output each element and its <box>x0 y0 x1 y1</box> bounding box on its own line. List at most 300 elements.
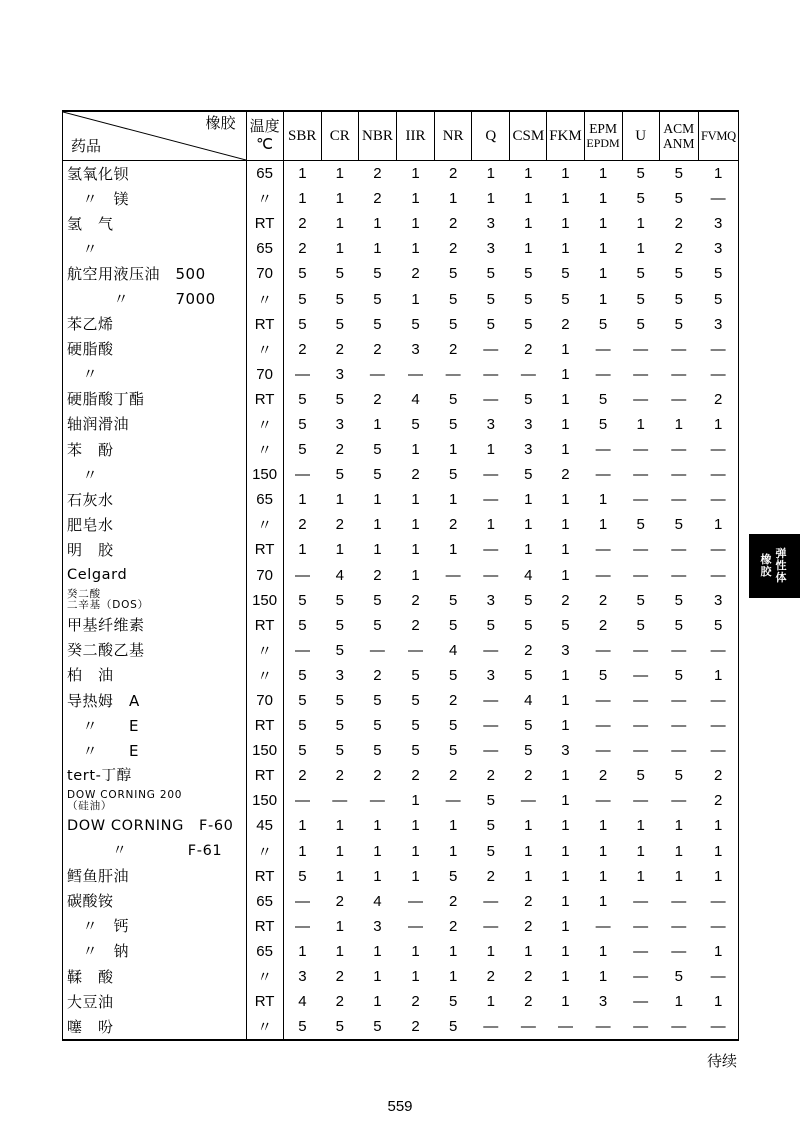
rating-cell: 1 <box>298 165 307 183</box>
rating-cell: 5 <box>486 817 495 835</box>
rating-cell: 2 <box>335 968 344 986</box>
rating-cell: 2 <box>561 466 570 484</box>
rating-cell: — <box>483 466 499 484</box>
temperature-cell: RT <box>246 211 283 236</box>
rubber-header-label: 橡胶 <box>205 116 236 132</box>
rating-cell: — <box>671 917 687 935</box>
rating-cell: 5 <box>298 290 307 308</box>
rating-cell: 5 <box>298 591 307 609</box>
temperature-header <box>246 111 283 161</box>
rating-cell: 1 <box>373 817 382 835</box>
rating-cell: — <box>710 641 726 659</box>
rating-cell: 2 <box>448 917 458 935</box>
rating-cell: 1 <box>373 942 382 960</box>
rating-cell: 1 <box>411 240 420 258</box>
rating-cell: 3 <box>561 742 570 760</box>
rating-cell: 1 <box>524 240 533 258</box>
rating-cell: — <box>633 441 649 459</box>
rating-cell: — <box>483 892 499 910</box>
rating-cell: 3 <box>714 591 723 609</box>
rating-cell: 5 <box>335 692 344 710</box>
rating-cell: 1 <box>335 842 344 860</box>
rating-cell: 2 <box>411 616 420 634</box>
rating-cell: 1 <box>714 415 723 433</box>
table-row <box>63 864 739 889</box>
rating-cell: 4 <box>411 390 420 408</box>
rating-cell: 1 <box>598 165 608 183</box>
rating-cell: 5 <box>486 616 495 634</box>
table-row <box>63 688 739 713</box>
rating-cell: — <box>294 641 310 659</box>
rating-cell: — <box>408 641 424 659</box>
rating-cell: 5 <box>373 616 382 634</box>
chemical-name-cell: 〃 E <box>67 741 139 760</box>
chemical-name-cell: 〃 7000 <box>67 290 216 309</box>
rating-cell: 5 <box>373 692 382 710</box>
rating-cell: — <box>595 365 611 383</box>
rating-cell: — <box>671 365 687 383</box>
rating-cell: 1 <box>486 441 495 459</box>
rating-cell: 5 <box>298 616 307 634</box>
rating-cell: — <box>671 942 687 960</box>
table-row <box>63 989 739 1014</box>
rating-cell: 1 <box>335 817 344 835</box>
rating-cell: 3 <box>598 993 608 1011</box>
temperature-cell: 150 <box>246 588 283 613</box>
rating-cell: — <box>633 641 649 659</box>
rating-cell: 1 <box>636 867 645 885</box>
col-header-iir: IIR <box>396 111 434 161</box>
rating-cell: 2 <box>335 892 344 910</box>
rating-cell: 1 <box>524 541 533 559</box>
rating-cell: 2 <box>674 215 683 233</box>
rating-cell: 1 <box>411 968 420 986</box>
chemical-name-cell: tert-丁醇 <box>67 767 132 784</box>
rating-cell: 1 <box>561 717 570 735</box>
rating-cell: 1 <box>561 541 570 559</box>
rating-cell: 1 <box>636 817 645 835</box>
rating-cell: 1 <box>561 842 570 860</box>
rating-cell: 1 <box>335 541 344 559</box>
rating-cell: 5 <box>335 742 344 760</box>
rating-cell: 1 <box>714 942 723 960</box>
rating-cell: 2 <box>335 516 344 534</box>
chemical-name-cell: 癸二酸乙基 <box>67 641 145 660</box>
table-row <box>63 261 739 286</box>
rating-cell: 1 <box>411 441 420 459</box>
rating-cell: 5 <box>636 290 645 308</box>
rating-cell: — <box>710 742 726 760</box>
rating-cell: 5 <box>335 591 344 609</box>
chemical-name-cell: 轴润滑油 <box>67 415 130 434</box>
rating-cell: 5 <box>448 415 458 433</box>
rating-cell: — <box>483 566 499 584</box>
table-row <box>63 186 739 211</box>
rating-cell: 1 <box>448 942 458 960</box>
temperature-unit: ℃ <box>256 137 274 153</box>
rating-cell: 1 <box>561 968 570 986</box>
rating-cell: 2 <box>448 516 458 534</box>
section-side-tab <box>749 534 800 598</box>
rating-cell: — <box>369 365 385 383</box>
rating-cell: — <box>633 566 649 584</box>
rating-cell: 2 <box>561 315 570 333</box>
temperature-cell: RT <box>246 537 283 562</box>
rating-cell: — <box>633 1018 649 1036</box>
temperature-cell: RT <box>246 914 283 939</box>
rating-cell: 2 <box>524 340 533 358</box>
temperature-cell: 70 <box>246 362 283 387</box>
rating-cell: 5 <box>524 742 533 760</box>
table-row <box>63 813 739 838</box>
rating-cell: 1 <box>561 792 570 810</box>
rating-cell: 1 <box>373 240 382 258</box>
rating-cell: — <box>483 692 499 710</box>
rating-cell: 3 <box>524 441 533 459</box>
rating-cell: 1 <box>486 190 495 208</box>
rating-cell: 2 <box>524 892 533 910</box>
rating-cell: — <box>483 491 499 509</box>
table-row <box>63 964 739 989</box>
chemical-name-cell: 噻 吩 <box>67 1017 114 1036</box>
rating-cell: 1 <box>561 441 570 459</box>
rating-cell: — <box>671 541 687 559</box>
rating-cell: — <box>710 917 726 935</box>
table-row <box>63 613 739 638</box>
rating-cell: 5 <box>411 692 420 710</box>
rating-cell: 1 <box>598 516 608 534</box>
temperature-cell: RT <box>246 613 283 638</box>
rating-cell: 5 <box>335 265 344 283</box>
rating-cell: — <box>710 340 726 358</box>
rating-cell: 2 <box>335 993 344 1011</box>
chemical-name-line2: 二辛基（DOS） <box>67 599 149 612</box>
rating-cell: 3 <box>335 666 344 684</box>
rating-cell: — <box>710 365 726 383</box>
col-header-u: U <box>622 111 659 161</box>
rating-cell: — <box>408 917 424 935</box>
rating-cell: 1 <box>411 541 420 559</box>
rating-cell: — <box>595 917 611 935</box>
rating-cell: 1 <box>524 942 533 960</box>
rating-cell: 2 <box>411 1018 420 1036</box>
rating-cell: 2 <box>598 616 608 634</box>
chemical-name-cell: 氢 气 <box>67 214 114 233</box>
rating-cell: — <box>595 340 611 358</box>
col-header-acm-anm <box>659 111 698 161</box>
table-row <box>63 537 739 562</box>
rating-cell: — <box>710 466 726 484</box>
rating-cell: 5 <box>448 290 458 308</box>
rating-cell: 5 <box>486 315 495 333</box>
rating-cell: 1 <box>448 491 458 509</box>
chemical-name-cell: 〃 F-61 <box>67 843 223 860</box>
rating-cell: 5 <box>598 415 608 433</box>
rating-cell: 2 <box>486 867 495 885</box>
rating-cell: 1 <box>335 165 344 183</box>
rating-cell: — <box>633 892 649 910</box>
rating-cell: 1 <box>561 415 570 433</box>
chemical-name-cell: 氢氧化钡 <box>67 164 130 183</box>
rating-cell: 1 <box>373 993 382 1011</box>
rating-cell: 1 <box>298 541 307 559</box>
rating-cell: — <box>710 692 726 710</box>
rating-cell: 2 <box>411 767 420 785</box>
chemical-name-cell <box>63 788 247 813</box>
rating-cell: — <box>710 541 726 559</box>
rating-cell: 5 <box>298 717 307 735</box>
rating-cell: — <box>710 566 726 584</box>
rating-cell: 1 <box>373 415 382 433</box>
rating-cell: 1 <box>714 165 723 183</box>
rating-cell: 5 <box>411 666 420 684</box>
rating-cell: — <box>633 466 649 484</box>
rating-cell: 5 <box>598 666 608 684</box>
rating-cell: 2 <box>411 591 420 609</box>
rating-cell: 1 <box>448 968 458 986</box>
rating-cell: 1 <box>298 817 307 835</box>
table-row <box>63 738 739 763</box>
table-row <box>63 563 739 588</box>
rating-cell: 2 <box>448 340 458 358</box>
rating-cell: 2 <box>598 767 608 785</box>
rating-cell: 5 <box>674 666 683 684</box>
rating-cell: 1 <box>674 842 683 860</box>
chemical-name-cell: 碳酸铵 <box>67 892 114 911</box>
table-row <box>63 211 739 236</box>
rating-cell: 1 <box>411 792 420 810</box>
rating-cell: 5 <box>524 717 533 735</box>
rating-cell: 2 <box>373 767 382 785</box>
rating-cell: 1 <box>561 165 570 183</box>
rating-cell: 5 <box>674 265 683 283</box>
rating-cell: 5 <box>298 265 307 283</box>
rating-cell: — <box>483 641 499 659</box>
rating-cell: 2 <box>411 993 420 1011</box>
rating-cell: 1 <box>411 817 420 835</box>
rating-cell: 1 <box>598 842 608 860</box>
rating-cell: 1 <box>411 215 420 233</box>
rating-cell: — <box>483 390 499 408</box>
rating-cell: 5 <box>448 265 458 283</box>
rating-cell: 5 <box>411 742 420 760</box>
rating-cell: — <box>557 1018 573 1036</box>
rating-cell: 1 <box>524 842 533 860</box>
rating-cell: 2 <box>335 441 344 459</box>
rating-cell: 1 <box>486 516 495 534</box>
table-row <box>63 161 739 187</box>
rating-cell: 1 <box>636 842 645 860</box>
rating-cell: 5 <box>561 616 570 634</box>
rating-cell: 2 <box>486 767 495 785</box>
rating-cell: 5 <box>598 390 608 408</box>
table-row <box>63 462 739 487</box>
rating-cell: 2 <box>524 641 533 659</box>
temperature-cell: 65 <box>246 889 283 914</box>
rating-cell: 5 <box>674 290 683 308</box>
rating-cell: — <box>595 1018 611 1036</box>
rating-cell: 1 <box>524 491 533 509</box>
rating-cell: 5 <box>448 616 458 634</box>
chemical-name-cell: DOW CORNING F-60 <box>67 817 234 834</box>
temperature-cell: 〃 <box>246 964 283 989</box>
rating-cell: 1 <box>561 993 570 1011</box>
table-row <box>63 286 739 311</box>
rating-cell: 5 <box>373 1018 382 1036</box>
temperature-cell: 〃 <box>246 286 283 311</box>
rating-cell: 1 <box>373 968 382 986</box>
rating-cell: 5 <box>298 390 307 408</box>
rating-cell: — <box>595 541 611 559</box>
rating-cell: 2 <box>714 767 723 785</box>
rating-cell: 1 <box>411 516 420 534</box>
rating-cell: 5 <box>411 415 420 433</box>
chemical-name-cell: 〃 <box>67 239 99 258</box>
rating-cell: 1 <box>561 817 570 835</box>
rating-cell: 3 <box>714 315 723 333</box>
rating-cell: 2 <box>335 767 344 785</box>
rating-cell: 2 <box>298 767 307 785</box>
rating-cell: 1 <box>411 566 420 584</box>
rating-cell: — <box>710 190 726 208</box>
rating-cell: 1 <box>411 165 420 183</box>
rating-cell: — <box>633 993 649 1011</box>
rating-cell: 2 <box>524 968 533 986</box>
rating-cell: — <box>520 365 536 383</box>
col-header-cr: CR <box>321 111 358 161</box>
rating-cell: 5 <box>373 591 382 609</box>
rating-cell: 2 <box>524 917 533 935</box>
col-header-fkm: FKM <box>547 111 584 161</box>
rating-cell: 1 <box>561 692 570 710</box>
temperature-cell: 65 <box>246 487 283 512</box>
rating-cell: 4 <box>524 692 533 710</box>
rating-cell: — <box>294 466 310 484</box>
chemical-name-cell: 〃 镁 <box>67 189 130 208</box>
rating-cell: 2 <box>373 165 382 183</box>
rating-cell: 1 <box>335 491 344 509</box>
rating-cell: 5 <box>674 165 683 183</box>
rating-cell: 1 <box>411 491 420 509</box>
rating-cell: 5 <box>674 616 683 634</box>
rating-cell: 2 <box>335 340 344 358</box>
table-row <box>63 839 739 864</box>
rating-cell: 5 <box>373 441 382 459</box>
rating-cell: — <box>710 491 726 509</box>
chemical-name-cell: 〃 <box>67 365 99 384</box>
table-row <box>63 763 739 788</box>
rating-cell: 5 <box>524 466 533 484</box>
rating-cell: 1 <box>561 215 570 233</box>
rating-cell: — <box>671 742 687 760</box>
resistance-table-container <box>62 110 739 1041</box>
rating-cell: — <box>483 541 499 559</box>
rating-cell: — <box>483 1018 499 1036</box>
rating-cell: 2 <box>524 993 533 1011</box>
rating-cell: 5 <box>598 315 608 333</box>
rating-cell: 1 <box>561 340 570 358</box>
col-header-acm: ACM <box>663 121 695 136</box>
rating-cell: 5 <box>335 315 344 333</box>
rating-cell: 5 <box>714 265 723 283</box>
col-header-q: Q <box>472 111 510 161</box>
rating-cell: 5 <box>298 1018 307 1036</box>
rating-cell: — <box>408 365 424 383</box>
rating-cell: — <box>633 917 649 935</box>
rating-cell: 5 <box>636 265 645 283</box>
rating-cell: 3 <box>486 591 495 609</box>
chemical-name-line1: 癸二酸 <box>67 588 101 601</box>
continued-note: 待续 <box>706 1052 737 1070</box>
temperature-cell: 〃 <box>246 512 283 537</box>
rating-cell: 5 <box>486 290 495 308</box>
table-row <box>63 939 739 964</box>
rating-cell: — <box>671 1018 687 1036</box>
rating-cell: 5 <box>298 666 307 684</box>
rating-cell: 2 <box>448 692 458 710</box>
rating-cell: 5 <box>636 516 645 534</box>
rating-cell: 5 <box>335 717 344 735</box>
rating-cell: 3 <box>373 917 382 935</box>
temperature-cell: 45 <box>246 813 283 838</box>
rating-cell: 4 <box>524 566 533 584</box>
rating-cell: 1 <box>714 842 723 860</box>
rating-cell: 5 <box>448 993 458 1011</box>
rating-cell: — <box>633 968 649 986</box>
table-row <box>63 638 739 663</box>
rating-cell: 1 <box>561 516 570 534</box>
chemical-name-cell: 大豆油 <box>67 992 114 1011</box>
col-header-anm: ANM <box>663 136 695 151</box>
col-header-epm-epdm <box>584 111 622 161</box>
rating-cell: 1 <box>524 165 533 183</box>
rating-cell: — <box>633 742 649 760</box>
rating-cell: 1 <box>298 190 307 208</box>
rating-cell: 5 <box>524 315 533 333</box>
chemical-name-cell <box>63 588 247 613</box>
chemical-name-cell: 硬脂酸 <box>67 340 114 359</box>
temperature-cell: RT <box>246 312 283 337</box>
rating-cell: 5 <box>636 315 645 333</box>
rating-cell: — <box>595 717 611 735</box>
rating-cell: 5 <box>636 165 645 183</box>
rating-cell: 3 <box>524 415 533 433</box>
rating-cell: — <box>408 892 424 910</box>
rating-cell: — <box>671 390 687 408</box>
rating-cell: 1 <box>674 993 683 1011</box>
rating-cell: — <box>710 1018 726 1036</box>
rating-cell: — <box>294 917 310 935</box>
rating-cell: 1 <box>448 441 458 459</box>
rating-cell: 1 <box>524 817 533 835</box>
rating-cell: 5 <box>524 390 533 408</box>
rating-cell: 2 <box>486 968 495 986</box>
rating-cell: 1 <box>636 215 645 233</box>
rating-cell: 1 <box>636 415 645 433</box>
rating-cell: 1 <box>598 968 608 986</box>
rating-cell: 3 <box>714 215 723 233</box>
rating-cell: — <box>483 365 499 383</box>
rating-cell: 3 <box>298 968 307 986</box>
temperature-cell: 〃 <box>246 1014 283 1040</box>
rating-cell: — <box>671 692 687 710</box>
rating-cell: 1 <box>373 541 382 559</box>
rating-cell: 5 <box>561 265 570 283</box>
rating-cell: — <box>294 365 310 383</box>
rating-cell: — <box>369 792 385 810</box>
chemical-name-cell: 鳕鱼肝油 <box>67 867 130 886</box>
chemical-header-label: 药品 <box>71 139 102 155</box>
